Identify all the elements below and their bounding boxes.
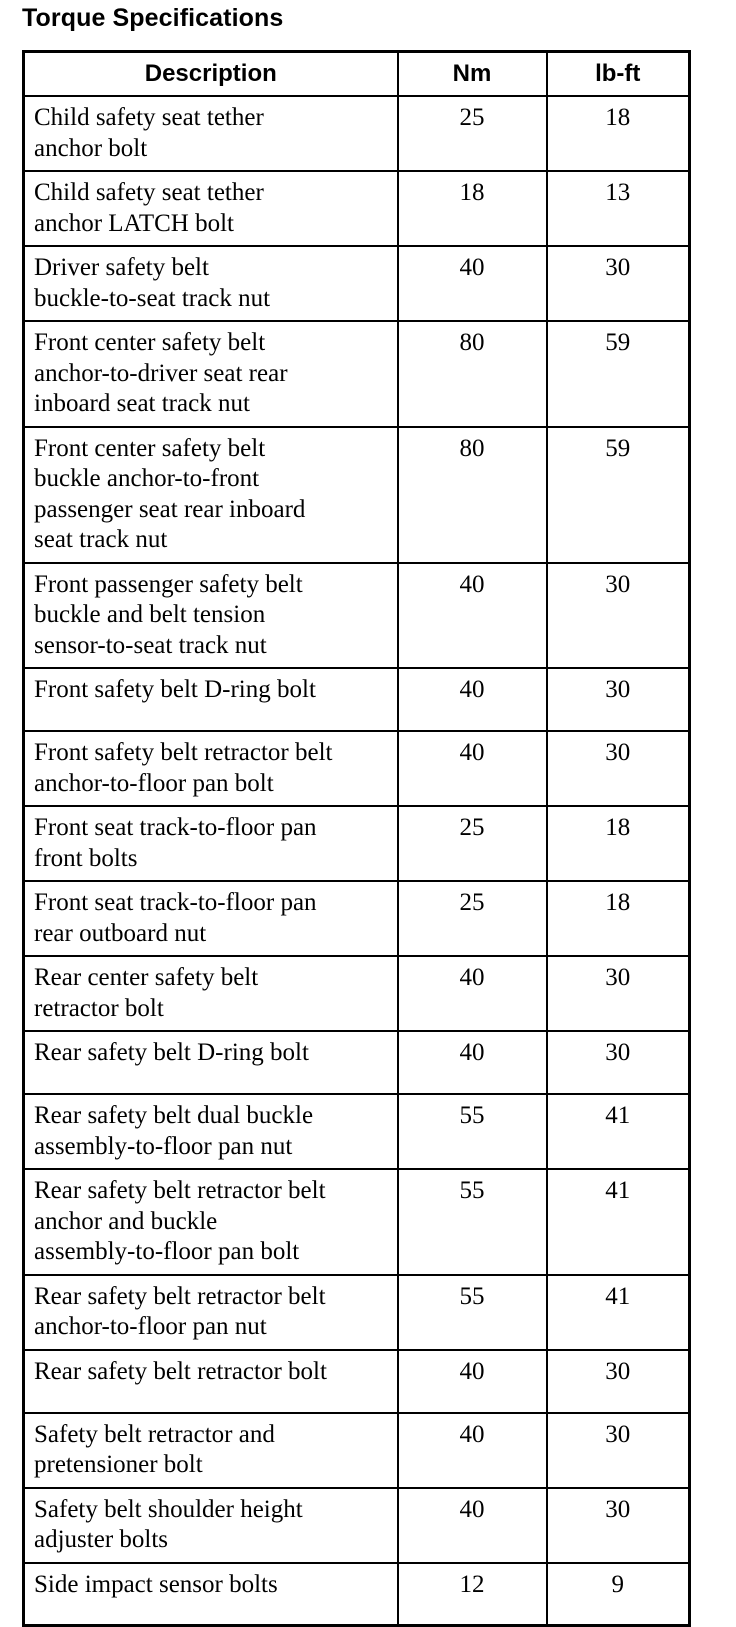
description-line: anchor bolt [34,134,148,162]
description-line: Driver safety belt [34,254,209,281]
lbft-value-cell: 41 [547,1275,690,1350]
description-cell [24,321,398,427]
table-row [24,1094,690,1169]
nm-value-cell: 40 [398,1413,547,1488]
description-line: Rear safety belt D-ring bolt [34,1039,309,1066]
lbft-value-cell: 41 [547,1169,690,1275]
description-line: anchor LATCH bolt [34,209,234,237]
description-line: Front safety belt retractor belt [34,739,333,766]
lbft-value-cell: 30 [547,731,690,806]
table-row [24,1563,690,1626]
table-row [24,427,690,563]
description-line: buckle-to-seat track nut [34,284,271,312]
table-row [24,1350,690,1413]
description-line: Rear safety belt dual buckle [34,1102,314,1129]
description-cell [24,956,398,1031]
table-row [24,731,690,806]
lbft-value-cell: 30 [547,668,690,731]
nm-value-cell: 18 [398,171,547,246]
description-cell [24,881,398,956]
nm-value-cell: 40 [398,246,547,321]
description-cell [24,1350,398,1413]
page-title: Torque Specifications [22,4,284,32]
description-line: inboard seat track nut [34,390,250,417]
nm-value-cell: 12 [398,1563,547,1626]
nm-value-cell: 55 [398,1275,547,1350]
description-line: anchor-to-floor pan bolt [34,769,274,797]
lbft-value-cell: 18 [547,806,690,881]
description-cell [24,731,398,806]
description-cell [24,668,398,731]
description-cell [24,171,398,246]
table-row [24,881,690,956]
lbft-value-cell: 13 [547,171,690,246]
description-line: Rear safety belt retractor belt [34,1282,326,1310]
nm-value-cell: 40 [398,668,547,731]
description-line: Safety belt retractor and [34,1420,275,1448]
description-line: sensor-to-seat track nut [34,631,267,659]
description-cell [24,1169,398,1275]
nm-value-cell: 25 [398,881,547,956]
nm-value-cell: 25 [398,96,547,171]
description-line: assembly-to-floor pan bolt [34,1238,300,1265]
table-row [24,1413,690,1488]
table-row [24,96,690,171]
description-line: Rear safety belt retractor bolt [34,1357,327,1385]
nm-value-cell: 40 [398,1350,547,1413]
lbft-value-cell: 59 [547,321,690,427]
table-row [24,1275,690,1350]
description-line: retractor bolt [34,994,164,1022]
description-line: Side impact sensor bolts [34,1570,278,1598]
table-row [24,1488,690,1563]
lbft-value-cell: 30 [547,1413,690,1488]
nm-value-cell: 40 [398,956,547,1031]
lbft-value-cell: 41 [547,1094,690,1169]
description-line: anchor and buckle [34,1207,218,1235]
lbft-value-cell: 18 [547,881,690,956]
table-body [24,96,690,1626]
table-row [24,1031,690,1094]
table-row [24,246,690,321]
lbft-value-cell: 30 [547,246,690,321]
lbft-value-cell: 30 [547,1488,690,1563]
description-cell [24,806,398,881]
column-header-nm: Nm [398,52,547,97]
table-row [24,171,690,246]
table-row [24,321,690,427]
description-cell [24,1094,398,1169]
description-line: passenger seat rear inboard [34,495,306,523]
column-header-lbft: lb-ft [547,52,690,97]
table-row [24,956,690,1031]
description-cell [24,1488,398,1563]
description-line: Child safety seat tether [34,104,264,131]
description-line: Front center safety belt [34,434,266,462]
description-cell [24,1275,398,1350]
description-cell [24,1563,398,1626]
column-header-description: Description [24,52,398,97]
table-row [24,806,690,881]
nm-value-cell: 80 [398,321,547,427]
lbft-value-cell: 30 [547,1031,690,1094]
description-cell [24,563,398,669]
nm-value-cell: 40 [398,1031,547,1094]
description-cell [24,246,398,321]
description-line: Front seat track-to-floor pan [34,889,317,916]
description-line: rear outboard nut [34,919,207,947]
description-line: pretensioner bolt [34,1451,203,1478]
description-line: Front center safety belt [34,329,266,356]
lbft-value-cell: 30 [547,1350,690,1413]
description-line: adjuster bolts [34,1526,169,1553]
lbft-value-cell: 30 [547,563,690,669]
description-line: buckle and belt tension [34,601,266,628]
description-line: Front safety belt D-ring bolt [34,676,316,703]
description-cell [24,96,398,171]
nm-value-cell: 25 [398,806,547,881]
table-row [24,1169,690,1275]
lbft-value-cell: 18 [547,96,690,171]
table-header-row [24,52,690,97]
nm-value-cell: 40 [398,563,547,669]
description-line: seat track nut [34,526,168,553]
description-line: assembly-to-floor pan nut [34,1132,293,1160]
table-row [24,668,690,731]
description-line: anchor-to-driver seat rear [34,359,288,387]
nm-value-cell: 40 [398,1488,547,1563]
description-line: Safety belt shoulder height [34,1495,303,1523]
description-line: buckle anchor-to-front [34,465,260,492]
table-row [24,563,690,669]
description-line: anchor-to-floor pan nut [34,1313,267,1340]
nm-value-cell: 80 [398,427,547,563]
nm-value-cell: 55 [398,1169,547,1275]
description-line: Front seat track-to-floor pan [34,814,317,841]
nm-value-cell: 55 [398,1094,547,1169]
lbft-value-cell: 9 [547,1563,690,1626]
description-cell [24,427,398,563]
nm-value-cell: 40 [398,731,547,806]
description-cell [24,1413,398,1488]
description-line: Child safety seat tether [34,179,264,206]
description-line: Rear safety belt retractor belt [34,1177,326,1204]
lbft-value-cell: 30 [547,956,690,1031]
torque-spec-table [22,50,691,1627]
lbft-value-cell: 59 [547,427,690,563]
description-line: Front passenger safety belt [34,570,303,598]
description-cell [24,1031,398,1094]
description-line: Rear center safety belt [34,964,259,991]
description-line: front bolts [34,844,138,872]
